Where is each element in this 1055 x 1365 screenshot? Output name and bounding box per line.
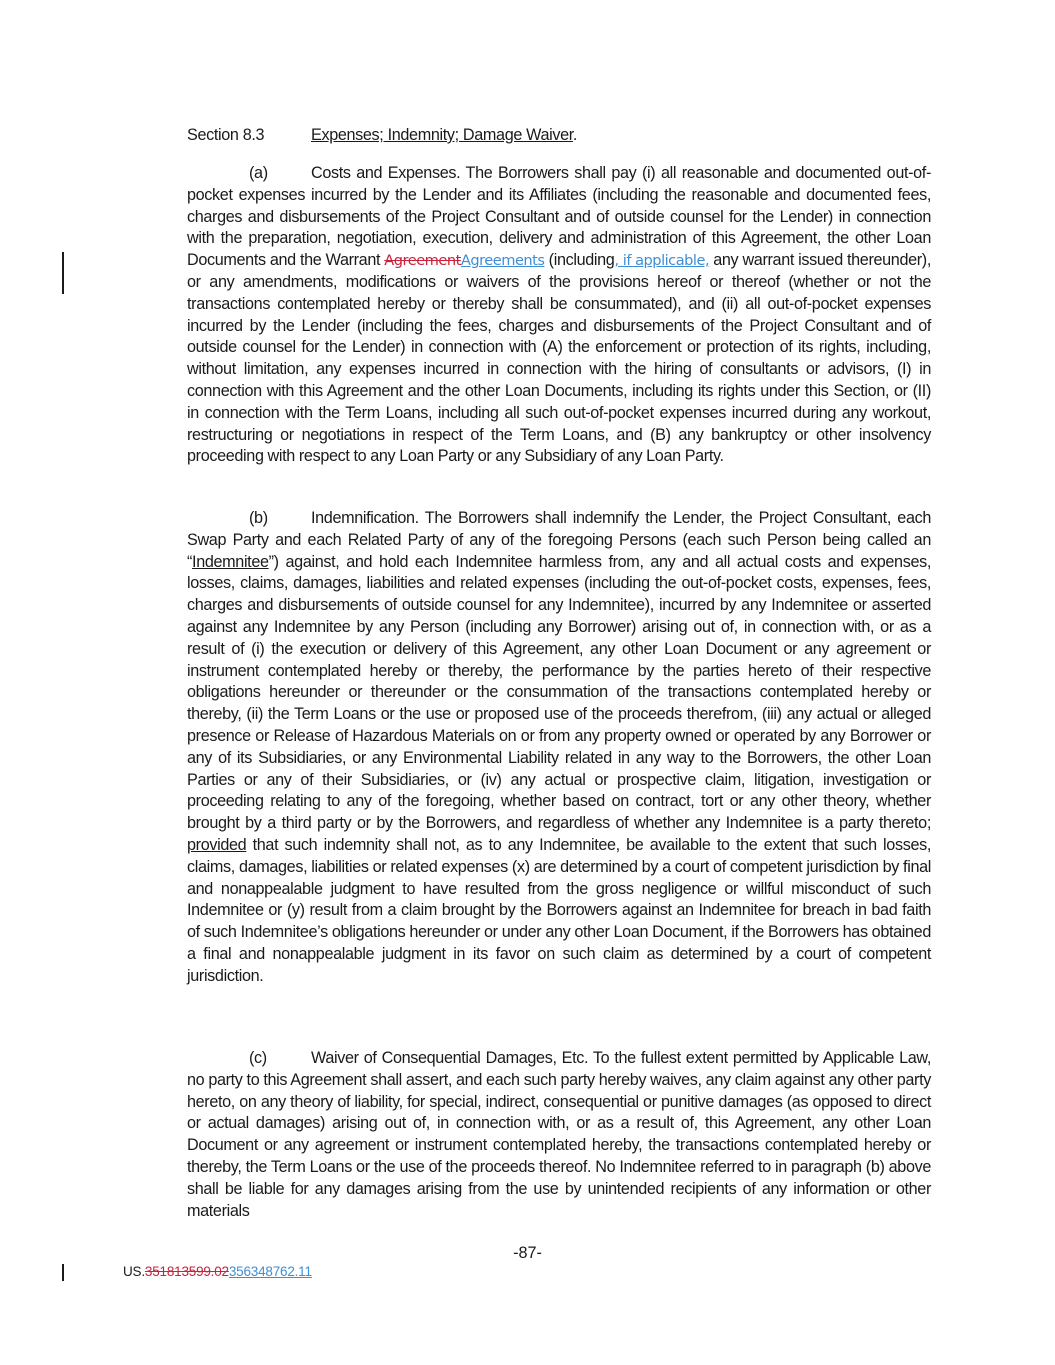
paragraph-c-text: Waiver of Consequential Damages, Etc. To the fullest extent permitted by Applicable Law, no party to this Agreement shall assert, and each such party hereby waives, any claim against any other party hereto, on any theory of liability, for special, indirect, consequential or punitive damages (as opposed to direct or actual damages) arising out of, in connection with, or as a result of, this Agreement, any other Loan Document or any agreement or instrument contemplated hereby, the transactions contemplated hereby or thereby, the Term Loans or the use of the proceeds thereof. No Indemnitee referred to in paragraph (b) above shall be liable for any damages arising from the use by unintended recipients of any information or other materials (187, 1049, 931, 1220)
paragraph-b-text: Indemnification. The Borrowers shall indemnify the Lender, the Project Consultant, each Swap Party and each Related Party of any of the foregoing Persons (each such Person being called an “ (187, 509, 931, 571)
inserted-text: Agreements (460, 252, 545, 270)
section-title-suffix: . (572, 126, 578, 144)
paragraph-b-text-3: that such indemnity shall not, as to any Indemnitee, be available to the extent that such losses, claims, damages, liabilities or related expenses (x) are determined by a court of competent jurisdiction by final and nonappealable judgment to have resulted from the gross negligence or willful misconduct of such Indemnitee or (y) result from a claim brought by the Borrowers against an Indemnitee for breach in bad faith of such Indemnitee’s obligations hereunder or under any other Loan Document, if the Borrowers has obtained a final and nonappealable judgment in its favor on such claim as determined by a court of competent jurisdiction. (187, 835, 931, 985)
section-number: Section 8.3 (187, 126, 265, 144)
defined-term-indemnitee: Indemnitee (192, 552, 269, 571)
doc-id-prefix: US. (123, 1264, 145, 1279)
paragraph-a-label: (a) (249, 164, 268, 182)
page-number: -87- (513, 1244, 542, 1262)
paragraph-c-label: (c) (249, 1049, 267, 1067)
paragraph-a-text: Costs and Expenses. The Borrowers shall pay (i) all reasonable and documented out-of-pocket expenses incurred by the Lender and its Affiliates (including the reasonable and documented fees, charges and disbursements of the Project Consultant and of outside counsel for the Lender) in connection with the preparation, negotiation, execution, delivery and administration of this Agreement, the other Loan Documents and the Warrant (187, 164, 931, 270)
paragraph-a (187, 163, 931, 468)
deleted-text: Agreement (384, 252, 461, 270)
footer-change-bar (62, 1264, 64, 1281)
document-id (123, 1264, 312, 1279)
paragraph-c (187, 1048, 931, 1222)
doc-id-deleted: 351813599.02 (144, 1264, 229, 1279)
section-heading (187, 125, 577, 147)
inserted-text-2: , if applicable, (614, 252, 710, 270)
paragraph-b (187, 508, 931, 988)
doc-id-inserted: 356348762.11 (228, 1264, 312, 1279)
section-title: Expenses; Indemnity; Damage Waiver (311, 126, 573, 144)
paragraph-b-text-2: ”) against, and hold each Indemnitee harmless from, any and all actual costs and expenses, losses, claims, damages, liabilities and related expenses (including the out-of-pocket costs, expenses, fees, charges and disbursements of outside counsel for any Indemnitee), incurred by any Indemnitee or asserted against any Indemnitee by any Person (including any Borrower) arising out of, in connection with, or as a result of (i) the execution or delivery of this Agreement, any other Loan Document or any agreement or instrument contemplated hereby or thereby, the performance by the parties hereto of their respective obligations hereunder or thereunder or the consummation of the transactions contemplated hereby or thereby, (ii) the Term Loans or the use or proposed use of the proceeds therefrom, (iii) any actual or alleged presence or Release of Hazardous Materials on or from any property owned or operated by any Borrower or any of its Subsidiaries, or any Environmental Liability related in any way to the Borrowers, the other Loan Parties or any of their Subsidiaries, or (iv) any actual or prospective claim, litigation, investigation or proceeding relating to any of the foregoing, whether based on contract, tort or any other theory, whether brought by a third party or by the Borrowers, and regardless of whether any Indemnitee is a party thereto; (187, 552, 931, 833)
change-bar (62, 252, 64, 294)
paragraph-a-text-3: any warrant issued thereunder), or any amendments, modifications or waivers of the provisions hereof or thereof (whether or not the transactions contemplated hereby or thereby shall be consummated), and (ii) all out-of-pocket expenses incurred by the Lender (including the fees, charges and disbursements of the Project Consultant and of outside counsel for the Lender) in connection with (A) the enforcement or protection of its rights, including, without limitation, any expenses incurred in connection with the hiring of consultants or advisors, (I) in connection with this Agreement and the other Loan Documents, including its rights under this Section, or (II) in connection with the Term Loans, including all such out-of-pocket expenses incurred during any workout, restructuring or negotiations in respect of the Term Loans, and (B) any bankruptcy or other insolvency proceeding with respect to any Loan Party or any Subsidiary of any Loan Party. (187, 251, 931, 466)
paragraph-b-label: (b) (249, 509, 268, 527)
paragraph-a-text-2: (including (544, 251, 615, 270)
proviso-term: provided (187, 835, 247, 854)
